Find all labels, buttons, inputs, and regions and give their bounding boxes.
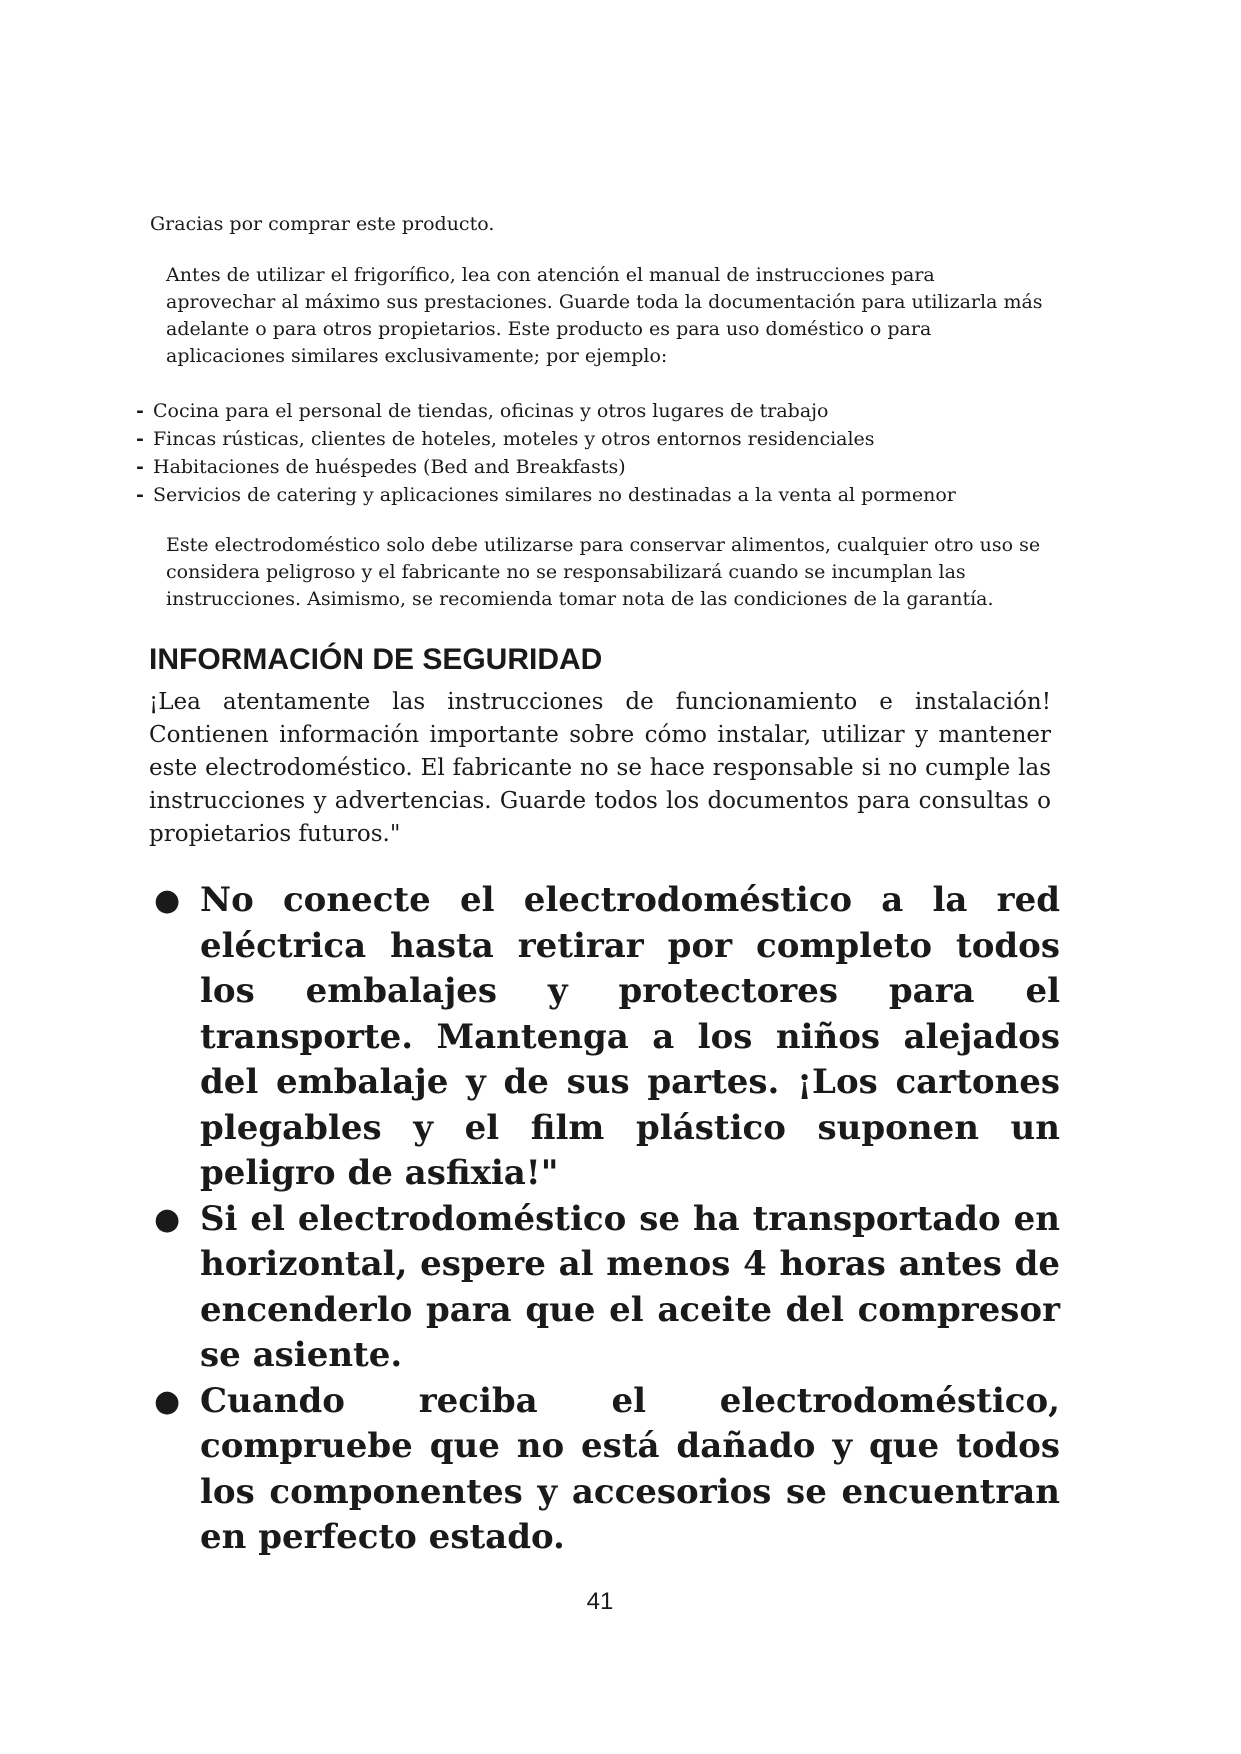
list-item-text: Servicios de catering y aplicaciones similares no destinadas a la venta al pormenor — [153, 484, 956, 506]
dash-marker: - — [136, 428, 144, 450]
safety-item — [150, 1197, 1060, 1379]
list-item — [136, 453, 1096, 481]
list-item — [136, 397, 1096, 425]
safety-heading: INFORMACIÓN DE SEGURIDAD — [149, 643, 603, 676]
page-number: 41 — [586, 1588, 614, 1615]
list-item-text: Habitaciones de huéspedes (Bed and Breakfasts) — [153, 456, 626, 478]
safety-item-text: Cuando reciba el electrodoméstico, compruebe que no está dañado y que todos los componentes y accesorios se encuentran en perfecto estado. — [200, 1380, 1060, 1557]
intro-paragraph: Antes de utilizar el frigorífico, lea con atención el manual de instrucciones para aprovechar al máximo sus prestaciones. Guarde toda la documentación para utilizarla más adelante o para otros propietarios. Este producto es para uso doméstico o para aplicaciones similares exclusivamente; por ejemplo: — [166, 264, 1043, 367]
usage-note-paragraph: Este electrodoméstico solo debe utilizarse para conservar alimentos, cualquier otro uso se considera peligroso y el fabricante no se responsabilizará cuando se incumplan las instrucciones. Asimismo, se recomienda tomar nota de las condiciones de la garantía. — [166, 534, 1041, 610]
safety-warnings-list — [150, 878, 1060, 1561]
safety-item-text: Si el electrodoméstico se ha transportado en horizontal, espere al menos 4 horas antes de encenderlo para que el aceite del compresor se asiente. — [200, 1198, 1060, 1375]
thanks-line: Gracias por comprar este producto. — [150, 213, 495, 235]
bullet-icon: ● — [154, 1383, 181, 1419]
list-item-text: Cocina para el personal de tiendas, oficinas y otros lugares de trabajo — [153, 400, 829, 422]
list-item — [136, 425, 1096, 453]
bullet-icon: ● — [154, 883, 181, 918]
dash-marker: - — [136, 400, 144, 422]
safety-item — [150, 878, 1060, 1197]
usage-examples-list — [136, 397, 1096, 509]
dash-marker: - — [136, 456, 144, 478]
dash-marker: - — [136, 484, 144, 506]
safety-item-text: No conecte el electrodoméstico a la red eléctrica hasta retirar por completo todos los embalajes y protectores para el transporte. Mantenga a los niños alejados del embalaje y de sus partes. ¡Los cartones plegables y el film plástico suponen un peligro de asfixia!" — [200, 880, 1060, 1193]
safety-item — [150, 1379, 1060, 1561]
list-item — [136, 481, 1096, 509]
list-item-text: Fincas rústicas, clientes de hoteles, moteles y otros entornos residenciales — [153, 428, 875, 450]
safety-lead-paragraph: ¡Lea atentamente las instrucciones de funcionamiento e instalación! Contienen información importante sobre cómo instalar, utilizar y mantener este electrodoméstico. El fabricante no se hace responsable si no cumple las instrucciones y advertencias. Guarde todos los documentos para consultas o propietarios futuros." — [149, 689, 1051, 847]
bullet-icon: ● — [154, 1201, 181, 1237]
